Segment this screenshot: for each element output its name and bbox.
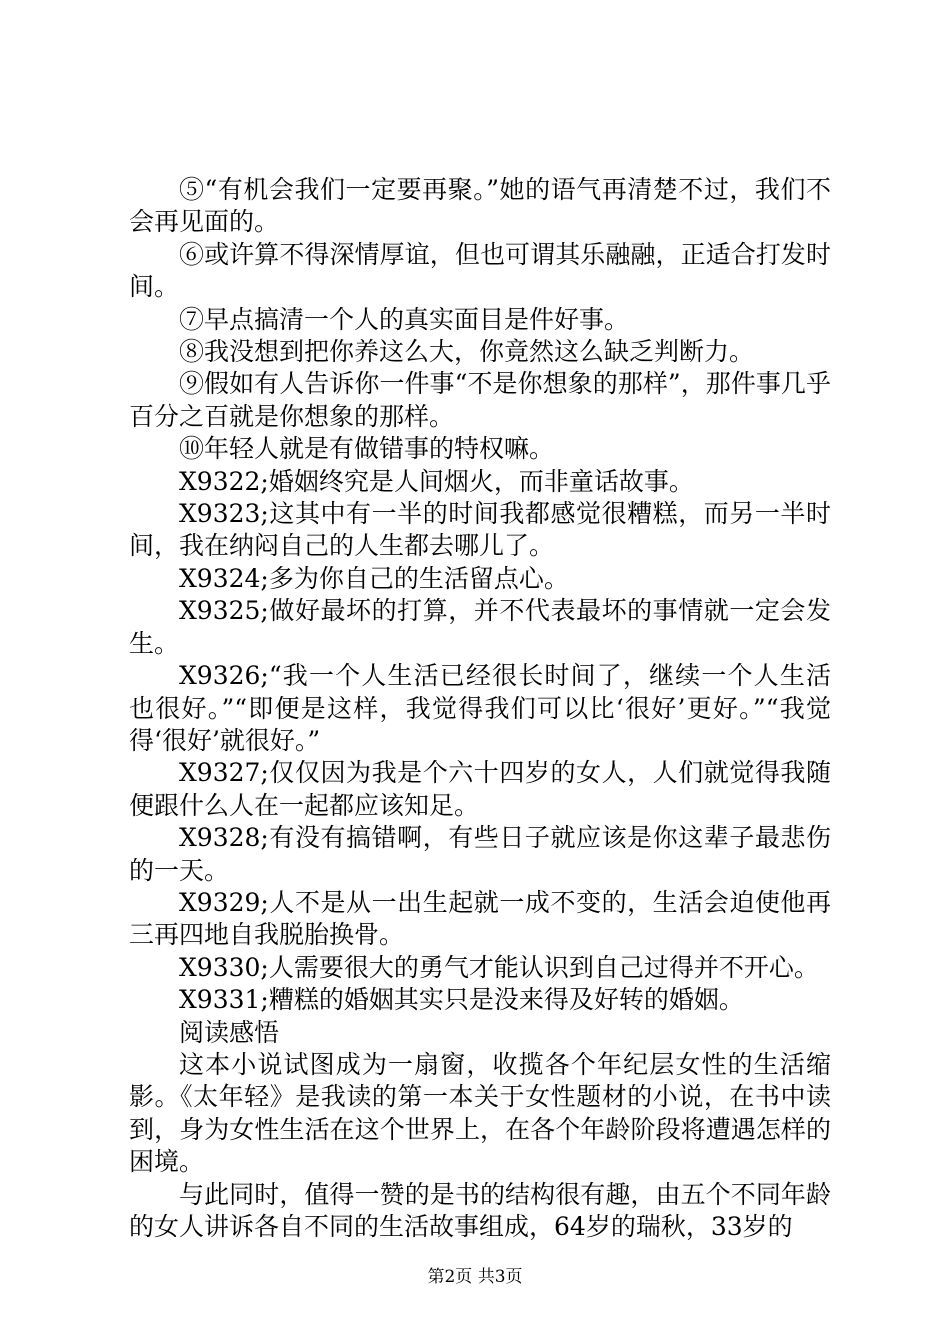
page-indicator: 第2页 共3页 <box>427 1267 523 1287</box>
paragraph-quote-7: ⑦早点搞清一个人的真实面目是件好事。 <box>179 304 630 334</box>
paragraph-reflection-1: 这本小说试图成为一扇窗，收揽各个年纪层女性的生活缩影。《太年轻》是我读的第一本关于女性题材的小说，在书中读到，身为女性生活在这个世界上，在各个年龄阶段将遭遇怎样的困境。 <box>129 1049 831 1177</box>
paragraph-x9328: X9328;有没有搞错啊，有些日子就应该是你这辈子最悲伤的一天。 <box>129 823 831 885</box>
paragraph-reflection-2: 与此同时，值得一赞的是书的结构很有趣，由五个不同年龄的女人讲诉各自不同的生活故事组成，64岁的瑞秋，33岁的 <box>129 1179 831 1241</box>
section-heading: 阅读感悟 <box>179 1017 280 1047</box>
paragraph-quote-6: ⑥或许算不得深情厚谊，但也可谓其乐融融，正适合打发时间。 <box>129 239 831 302</box>
paragraph-x9325: X9325;做好最坏的打算，并不代表最坏的事情就一定会发生。 <box>129 596 831 658</box>
paragraph-x9326: X9326;“我一个人生活已经很长时间了，继续一个人生活也很好。”“即便是这样，我觉得我们可以比‘很好’更好。”“我觉得‘很好’就很好。” <box>129 661 831 755</box>
paragraph-x9330: X9330;人需要很大的勇气才能认识到自己过得并不开心。 <box>179 952 819 982</box>
paragraph-quote-8: ⑧我没想到把你养这么大，你竟然这么缺乏判断力。 <box>179 337 755 367</box>
paragraph-quote-5: ⑤“有机会我们一定要再聚。”她的语气再清楚不过，我们不会再见面的。 <box>129 175 831 237</box>
document-body <box>129 174 831 1243</box>
paragraph-x9324: X9324;多为你自己的生活留点心。 <box>179 563 569 593</box>
paragraph-x9323: X9323;这其中有一半的时间我都感觉很糟糕，而另一半时间，我在纳闷自己的人生都去哪儿了。 <box>129 499 831 561</box>
paragraph-quote-9: ⑨假如有人告诉你一件事“不是你想象的那样”，那件事几乎百分之百就是你想象的那样。 <box>129 369 831 431</box>
paragraph-quote-10: ⑩年轻人就是有做错事的特权嘛。 <box>179 434 555 464</box>
paragraph-x9322: X9322;婚姻终究是人间烟火，而非童话故事。 <box>179 466 694 496</box>
paragraph-x9329: X9329;人不是从一出生起就一成不变的，生活会迫使他再三再四地自我脱胎换骨。 <box>129 887 831 950</box>
paragraph-x9327: X9327;仅仅因为我是个六十四岁的女人，人们就觉得我随便跟什么人在一起都应该知足。 <box>129 758 831 820</box>
paragraph-x9331: X9331;糟糕的婚姻其实只是没来得及好转的婚姻。 <box>179 985 744 1015</box>
